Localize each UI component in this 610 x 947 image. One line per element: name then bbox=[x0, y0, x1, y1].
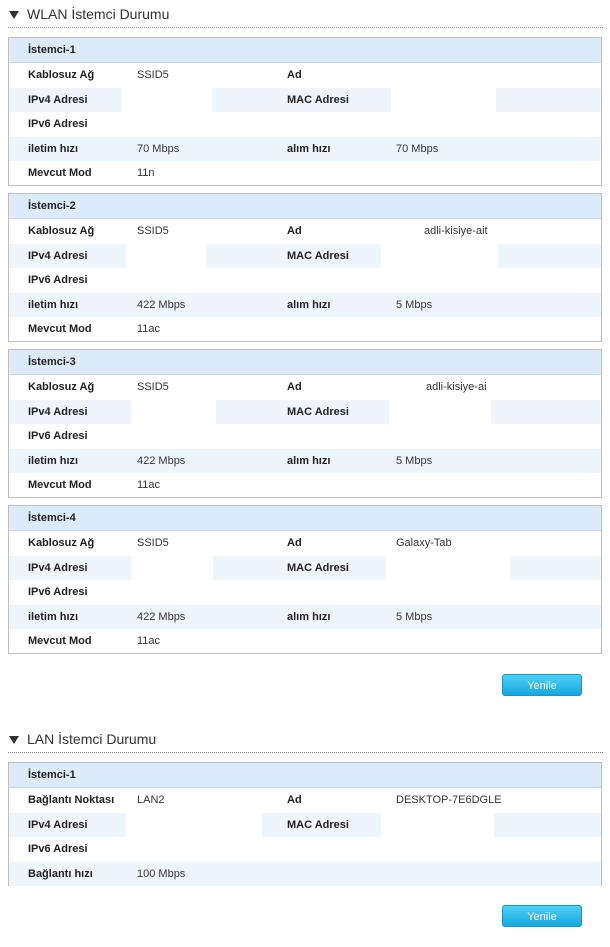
wlan-section-header[interactable] bbox=[8, 5, 603, 28]
mode-row bbox=[9, 473, 601, 498]
redacted-ipv4 bbox=[126, 813, 262, 837]
client-header: İstemci-2 bbox=[9, 194, 601, 219]
mode-row bbox=[9, 161, 601, 186]
tx-rate-value: 70 Mbps bbox=[137, 142, 180, 155]
name-label: Ad bbox=[287, 225, 302, 237]
rx-rate-label: alım hızı bbox=[287, 142, 331, 155]
collapse-triangle-icon[interactable] bbox=[9, 736, 19, 744]
mode-row bbox=[9, 629, 601, 654]
wlan-refresh-button[interactable]: Yenile bbox=[502, 674, 582, 696]
wlan-client-card bbox=[8, 505, 602, 654]
name-value: adli-kisiye-ai bbox=[426, 381, 487, 393]
link-speed-label: Bağlantı hızı bbox=[28, 867, 93, 880]
rate-row bbox=[9, 293, 601, 318]
wlan-client-card bbox=[8, 37, 602, 186]
ipv4-row bbox=[9, 556, 601, 581]
ssid-label: Kablosuz Ağ bbox=[28, 381, 95, 393]
client-header: İstemci-1 bbox=[9, 38, 601, 63]
client-header: İstemci-1 bbox=[9, 763, 601, 788]
lan-section-title: LAN İstemci Durumu bbox=[27, 731, 157, 747]
tx-rate-label: iletim hızı bbox=[28, 298, 79, 311]
rx-rate-label: alım hızı bbox=[287, 454, 331, 467]
ssid-row bbox=[9, 63, 601, 88]
ssid-row bbox=[9, 375, 601, 400]
ipv6-label: IPv6 Adresi bbox=[28, 430, 88, 442]
rate-row bbox=[9, 605, 601, 630]
rx-rate-label: alım hızı bbox=[287, 298, 331, 311]
rate-row bbox=[9, 137, 601, 162]
wlan-client-card bbox=[8, 349, 602, 498]
client-header: İstemci-4 bbox=[9, 506, 601, 531]
redacted-ipv4 bbox=[121, 88, 212, 112]
name-value: Galaxy-Tab bbox=[396, 537, 452, 549]
port-row bbox=[9, 788, 601, 813]
ipv6-row bbox=[9, 837, 601, 862]
mode-label: Mevcut Mod bbox=[28, 323, 92, 335]
ipv6-row bbox=[9, 268, 601, 293]
ssid-value: SSID5 bbox=[137, 225, 169, 237]
ssid-label: Kablosuz Ağ bbox=[28, 225, 95, 237]
name-label: Ad bbox=[287, 537, 302, 549]
redacted-mac bbox=[386, 556, 510, 580]
port-value: LAN2 bbox=[137, 794, 165, 806]
ipv6-label: IPv6 Adresi bbox=[28, 843, 88, 855]
ipv4-label: IPv4 Adresi bbox=[28, 818, 88, 831]
tx-rate-value: 422 Mbps bbox=[137, 610, 186, 623]
ipv6-label: IPv6 Adresi bbox=[28, 118, 88, 130]
ssid-label: Kablosuz Ağ bbox=[28, 69, 95, 81]
ipv6-label: IPv6 Adresi bbox=[28, 274, 88, 286]
ssid-value: SSID5 bbox=[137, 537, 169, 549]
ssid-row bbox=[9, 219, 601, 244]
collapse-triangle-icon[interactable] bbox=[9, 11, 19, 19]
mode-value: 11ac bbox=[137, 479, 161, 491]
redacted-mac bbox=[389, 400, 491, 424]
rate-row bbox=[9, 449, 601, 474]
redacted-mac bbox=[381, 813, 494, 837]
lan-refresh-button[interactable]: Yenile bbox=[502, 905, 582, 927]
port-label: Bağlantı Noktası bbox=[28, 794, 115, 806]
mac-label: MAC Adresi bbox=[287, 561, 349, 574]
rx-rate-value: 5 Mbps bbox=[396, 454, 433, 467]
mode-value: 11n bbox=[137, 167, 155, 179]
mode-value: 11ac bbox=[137, 635, 161, 647]
tx-rate-label: iletim hızı bbox=[28, 610, 79, 623]
redacted-mac bbox=[391, 88, 496, 112]
mode-label: Mevcut Mod bbox=[28, 479, 92, 491]
ipv6-label: IPv6 Adresi bbox=[28, 586, 88, 598]
ssid-row bbox=[9, 531, 601, 556]
mode-value: 11ac bbox=[137, 323, 161, 335]
lan-client-card bbox=[8, 762, 602, 886]
ipv4-row bbox=[9, 244, 601, 269]
name-label: Ad bbox=[287, 69, 302, 81]
ssid-value: SSID5 bbox=[137, 69, 169, 81]
ipv4-label: IPv4 Adresi bbox=[28, 93, 88, 106]
tx-rate-label: iletim hızı bbox=[28, 142, 79, 155]
rx-rate-label: alım hızı bbox=[287, 610, 331, 623]
mac-label: MAC Adresi bbox=[287, 249, 349, 262]
name-label: Ad bbox=[287, 381, 302, 393]
link-speed-value: 100 Mbps bbox=[137, 867, 186, 880]
ipv4-label: IPv4 Adresi bbox=[28, 405, 88, 418]
mac-label: MAC Adresi bbox=[287, 818, 349, 831]
speed-row bbox=[9, 862, 601, 887]
ssid-label: Kablosuz Ağ bbox=[28, 537, 95, 549]
mode-label: Mevcut Mod bbox=[28, 635, 92, 647]
ipv4-label: IPv4 Adresi bbox=[28, 561, 88, 574]
redacted-ipv4 bbox=[126, 244, 206, 268]
redacted-ipv4 bbox=[131, 400, 216, 424]
mode-row bbox=[9, 317, 601, 342]
name-value: DESKTOP-7E6DGLE bbox=[396, 794, 502, 806]
ssid-value: SSID5 bbox=[137, 381, 169, 393]
rx-rate-value: 5 Mbps bbox=[396, 298, 433, 311]
ipv4-row bbox=[9, 88, 601, 113]
lan-section-header[interactable] bbox=[8, 730, 603, 753]
rx-rate-value: 70 Mbps bbox=[396, 142, 439, 155]
tx-rate-value: 422 Mbps bbox=[137, 454, 186, 467]
wlan-section-title: WLAN İstemci Durumu bbox=[27, 6, 170, 22]
rx-rate-value: 5 Mbps bbox=[396, 610, 433, 623]
name-value: adli-kisiye-ait bbox=[424, 225, 488, 237]
wlan-client-card bbox=[8, 193, 602, 342]
tx-rate-label: iletim hızı bbox=[28, 454, 79, 467]
mac-label: MAC Adresi bbox=[287, 405, 349, 418]
name-label: Ad bbox=[287, 794, 302, 806]
ipv6-row bbox=[9, 424, 601, 449]
tx-rate-value: 422 Mbps bbox=[137, 298, 186, 311]
ipv6-row bbox=[9, 580, 601, 605]
mode-label: Mevcut Mod bbox=[28, 167, 92, 179]
redacted-ipv4 bbox=[131, 556, 213, 580]
ipv4-row bbox=[9, 813, 601, 838]
redacted-mac bbox=[381, 244, 498, 268]
client-header: İstemci-3 bbox=[9, 350, 601, 375]
ipv4-label: IPv4 Adresi bbox=[28, 249, 88, 262]
ipv4-row bbox=[9, 400, 601, 425]
ipv6-row bbox=[9, 112, 601, 137]
mac-label: MAC Adresi bbox=[287, 93, 349, 106]
